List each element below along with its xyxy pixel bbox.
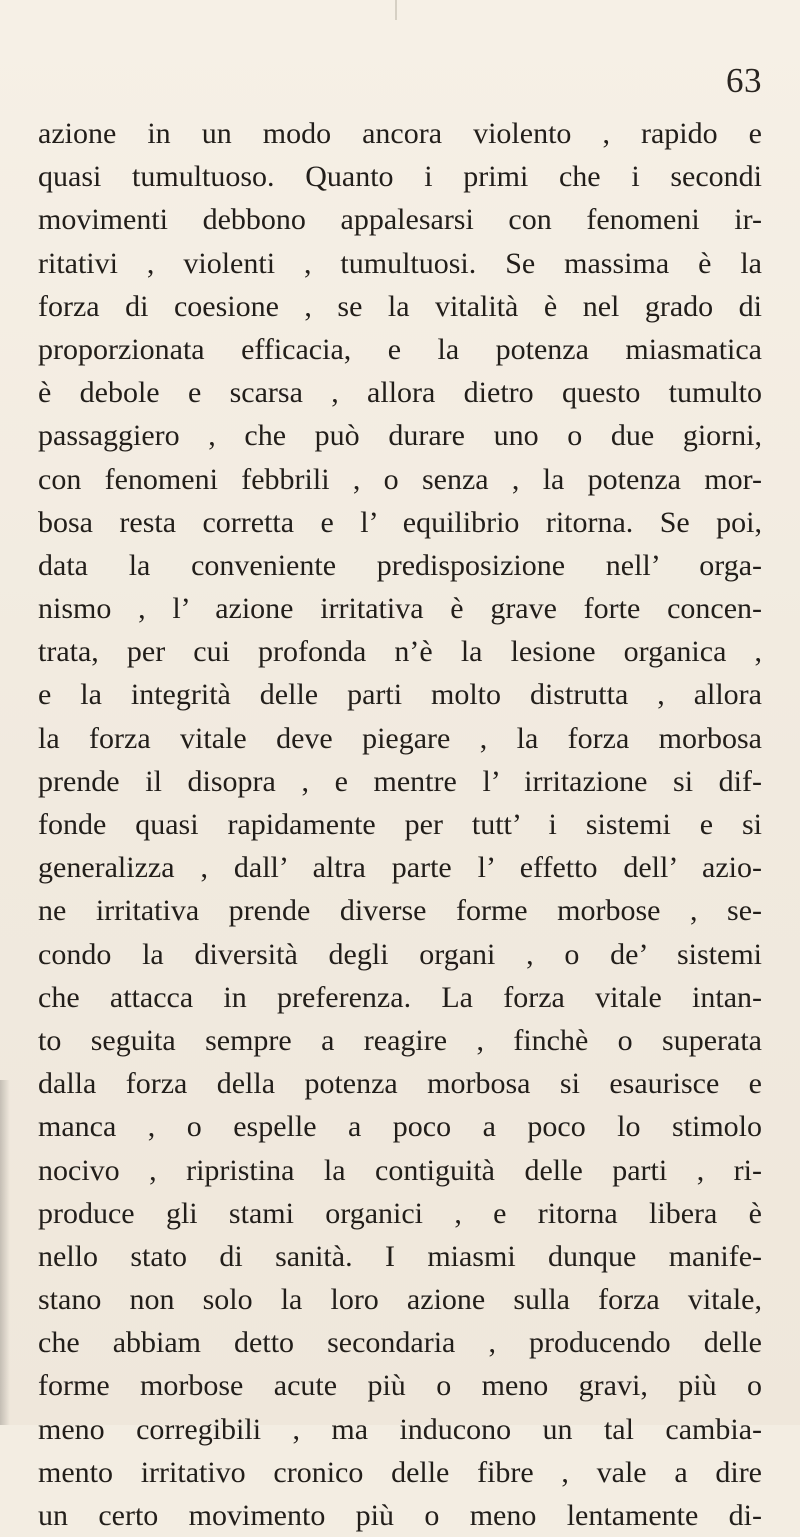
text-line: quasi tumultuoso. Quanto i primi che i secondi [38,160,762,194]
text-line: passaggiero , che può durare uno o due giorni, [38,419,762,453]
text-line: produce gli stami organici , e ritorna libera è [38,1196,762,1230]
text-line: movimenti debbono appalesarsi con fenomeni ir- [38,203,762,237]
text-line: un certo movimento più o meno lentamente di- [38,1499,762,1532]
text-line: nismo , l’ azione irritativa è grave forte concen- [38,592,762,626]
text-line: forza di coesione , se la vitalità è nel grado di [38,289,762,323]
text-line: to seguita sempre a reagire , finchè o superata [38,1023,762,1057]
text-line: la forza vitale deve piegare , la forza morbosa [38,721,762,755]
text-line: stano non solo la loro azione sulla forza vitale, [38,1283,762,1317]
text-line: mento irritativo cronico delle fibre , vale a dire [38,1455,762,1489]
text-line: proporzionata efficacia, e la potenza miasmatica [38,332,762,366]
text-line: meno corregibili , ma inducono un tal cambia- [38,1412,762,1446]
page-number: 63 [726,61,762,100]
text-line: generalizza , dall’ altra parte l’ effetto dell’ azio- [38,851,762,885]
text-line: data la conveniente predisposizione nell’ orga- [38,548,762,582]
text-line: nocivo , ripristina la contiguità delle parti , ri- [38,1153,762,1187]
text-line: ne irritativa prende diverse forme morbose , se- [38,894,762,928]
text-line: manca , o espelle a poco a poco lo stimolo [38,1110,762,1144]
page-edge-shadow [0,1080,10,1425]
text-line: con fenomeni febbrili , o senza , la potenza mor- [38,462,762,496]
text-line: dalla forza della potenza morbosa si esaurisce e [38,1067,762,1101]
text-line: prende il disopra , e mentre l’ irritazione si dif- [38,764,762,798]
page-crease-mark [395,0,397,20]
text-line: nello stato di sanità. I miasmi dunque manife- [38,1239,762,1273]
text-line: che attacca in preferenza. La forza vitale intan- [38,980,762,1014]
text-line: azione in un modo ancora violento , rapido e [38,117,762,150]
text-line: e la integrità delle parti molto distrutta , allora [38,678,762,712]
text-line: forme morbose acute più o meno gravi, più o [38,1369,762,1403]
text-line: bosa resta corretta e l’ equilibrio ritorna. Se poi, [38,505,762,539]
text-line: è debole e scarsa , allora dietro questo tumulto [38,376,762,410]
text-line: fonde quasi rapidamente per tutt’ i sistemi e si [38,808,762,841]
body-text [38,112,762,1537]
text-line: ritativi , violenti , tumultuosi. Se massima è la [38,246,762,280]
text-line: che abbiam detto secondaria , producendo delle [38,1326,762,1360]
text-line: trata, per cui profonda n’è la lesione organica , [38,635,762,669]
text-line: condo la diversità degli organi , o de’ sistemi [38,937,762,971]
